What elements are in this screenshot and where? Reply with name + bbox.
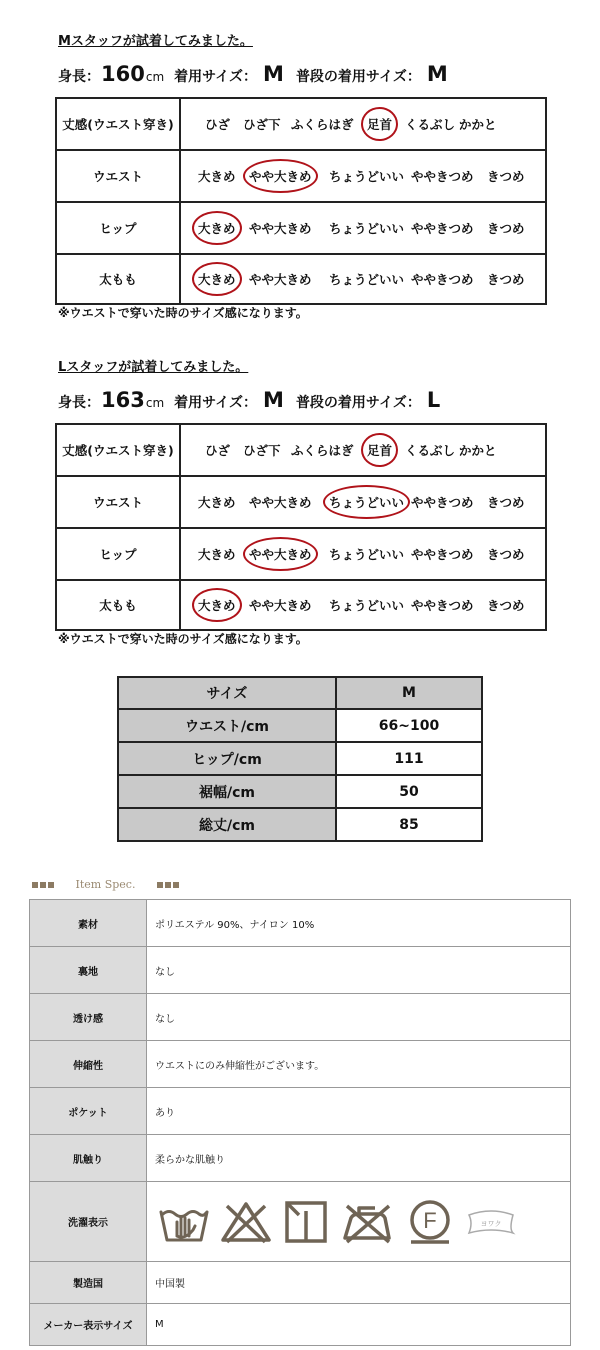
row-label: 太もも (56, 580, 180, 630)
spec-value: M (147, 1304, 571, 1346)
spec-label: 素材 (30, 900, 147, 947)
row-label: 太もも (56, 254, 180, 304)
usual-size-label: 普段の着用サイズ： (295, 69, 421, 85)
size-row-value: 66~100 (336, 709, 482, 742)
usual-size-value: L (426, 388, 441, 412)
option-text: かかと (459, 443, 497, 458)
worn-size-value: M (263, 62, 284, 86)
table-row (118, 775, 482, 808)
option-text: ややきつめ (411, 272, 474, 287)
spec-label: メーカー表示サイズ (30, 1304, 147, 1346)
option-text: 大きめ (198, 221, 236, 236)
option-text: くるぶし (405, 443, 456, 458)
option-text: ちょうどいい (329, 169, 405, 184)
m-staff-title: Mスタッフが試着してみました。 (58, 34, 253, 49)
option-text: やや大きめ (249, 272, 312, 287)
option-text: やや大きめ (249, 169, 312, 184)
table-row (56, 254, 546, 304)
square-icon (48, 882, 54, 888)
square-icon (157, 882, 163, 888)
selection-circle (192, 588, 242, 622)
spec-value: あり (147, 1088, 571, 1135)
spec-label: ポケット (30, 1088, 147, 1135)
table-row (118, 808, 482, 841)
option-text: ふくらはぎ (291, 443, 354, 458)
option-text: かかと (459, 117, 497, 132)
square-icon (165, 882, 171, 888)
table-row (30, 1088, 571, 1135)
option-text: 足首 (367, 443, 393, 458)
option-text: ひざ (205, 117, 231, 132)
care-symbols (147, 1198, 570, 1246)
height-unit: cm (145, 70, 165, 84)
table-row (30, 900, 571, 947)
option-text: 大きめ (198, 547, 236, 562)
dry-clean-f-icon (405, 1198, 455, 1246)
square-icon (32, 882, 38, 888)
spec-value: 中国製 (147, 1262, 571, 1304)
option-text: やや大きめ (249, 495, 312, 510)
row-label: ウエスト (56, 476, 180, 528)
option-text: ふくらはぎ (291, 117, 354, 132)
option-text: ちょうどいい (329, 598, 405, 613)
table-row (118, 742, 482, 775)
option-text: きつめ (487, 272, 525, 287)
size-table (117, 676, 483, 842)
option-text: 大きめ (198, 272, 236, 287)
table-row (30, 1304, 571, 1346)
option-text: 足首 (367, 117, 393, 132)
option-text: きつめ (487, 169, 525, 184)
spec-value: なし (147, 947, 571, 994)
item-spec-title: Item Spec. (75, 878, 136, 891)
height-unit: cm (145, 396, 165, 410)
table-row (30, 1041, 571, 1088)
height-label: 身長： (58, 69, 100, 85)
table-row (56, 476, 546, 528)
table-row (56, 580, 546, 630)
height-value: 163 (101, 388, 145, 412)
spec-label: 洗濯表示 (30, 1182, 147, 1262)
table-row (30, 1135, 571, 1182)
option-text: 大きめ (198, 598, 236, 613)
worn-size-label: 着用サイズ： (174, 69, 258, 85)
option-text: 大きめ (198, 169, 236, 184)
l-size-note: ※ウエストで穿いた時のサイズ感になります。 (58, 632, 308, 646)
size-row-value: 85 (336, 808, 482, 841)
option-text: やや大きめ (249, 547, 312, 562)
option-text: ややきつめ (411, 598, 474, 613)
spec-value: ウエストにのみ伸縮性がございます。 (147, 1041, 571, 1088)
spec-label: 製造国 (30, 1262, 147, 1304)
hand-wash-icon (159, 1200, 209, 1244)
item-spec-table (29, 899, 571, 1346)
option-text: きつめ (487, 598, 525, 613)
table-row (118, 709, 482, 742)
no-iron-icon (339, 1200, 395, 1244)
table-row (30, 1182, 571, 1262)
usual-size-label: 普段の着用サイズ： (295, 395, 421, 411)
option-text: やや大きめ (249, 598, 312, 613)
table-row (30, 947, 571, 994)
square-icon (173, 882, 179, 888)
usual-size-value: M (426, 62, 448, 86)
selection-circle (192, 262, 242, 296)
spec-label: 肌触り (30, 1135, 147, 1182)
spec-label: 伸縮性 (30, 1041, 147, 1088)
table-header-row (118, 677, 482, 709)
table-row (56, 424, 546, 476)
option-text: きつめ (487, 495, 525, 510)
option-text: ややきつめ (411, 221, 474, 236)
selection-circle (243, 537, 318, 571)
square-icon (40, 882, 46, 888)
table-row (30, 994, 571, 1041)
option-text: ひざ下 (243, 443, 281, 458)
size-row-label: 総丈/cm (118, 808, 336, 841)
table-row (56, 202, 546, 254)
option-text: ややきつめ (411, 547, 474, 562)
option-text: ややきつめ (411, 169, 474, 184)
dry-clean-letter: F (423, 1207, 437, 1233)
care-symbols-cell (147, 1182, 571, 1262)
no-bleach-icon (219, 1200, 273, 1244)
option-text: ひざ (205, 443, 231, 458)
row-label: 丈感(ウエスト穿き) (56, 98, 180, 150)
l-staff-title: Lスタッフが試着してみました。 (58, 360, 249, 375)
l-fit-table (55, 423, 547, 631)
worn-size-label: 着用サイズ： (174, 395, 258, 411)
spec-label: 透け感 (30, 994, 147, 1041)
row-label: ウエスト (56, 150, 180, 202)
row-label: ヒップ (56, 202, 180, 254)
size-row-value: 50 (336, 775, 482, 808)
selection-circle (192, 211, 242, 245)
selection-circle (361, 107, 398, 141)
l-staff-stats (58, 388, 452, 412)
option-text: ちょうどいい (329, 221, 405, 236)
spec-value: 柔らかな肌触り (147, 1135, 571, 1182)
worn-size-value: M (263, 388, 284, 412)
table-row (30, 1262, 571, 1304)
spec-value: なし (147, 994, 571, 1041)
size-row-label: ヒップ/cm (118, 742, 336, 775)
yoko-text: ヨワク (480, 1219, 502, 1228)
spec-value: ポリエステル 90%、ナイロン 10% (147, 900, 571, 947)
option-text: 大きめ (198, 495, 236, 510)
height-label: 身長： (58, 395, 100, 411)
option-text: ちょうどいい (329, 547, 405, 562)
option-text: ちょうどいい (329, 272, 405, 287)
option-text: ちょうどいい (329, 495, 405, 510)
selection-circle (243, 159, 318, 193)
table-row (56, 98, 546, 150)
option-text: くるぶし (405, 117, 456, 132)
option-text: きつめ (487, 547, 525, 562)
table-row (56, 150, 546, 202)
option-text: きつめ (487, 221, 525, 236)
selection-circle (323, 485, 410, 519)
option-text: やや大きめ (249, 221, 312, 236)
size-header-label: サイズ (118, 677, 336, 709)
spec-label: 裏地 (30, 947, 147, 994)
m-staff-stats (58, 62, 460, 86)
m-fit-table (55, 97, 547, 305)
row-label: ヒップ (56, 528, 180, 580)
m-size-note: ※ウエストで穿いた時のサイズ感になります。 (58, 306, 308, 320)
yoko-label-icon (465, 1207, 517, 1237)
selection-circle (361, 433, 398, 467)
size-row-value: 111 (336, 742, 482, 775)
table-row (56, 528, 546, 580)
size-row-label: ウエスト/cm (118, 709, 336, 742)
option-text: ひざ下 (243, 117, 281, 132)
option-text: ややきつめ (411, 495, 474, 510)
size-header-value: M (336, 677, 482, 709)
height-value: 160 (101, 62, 145, 86)
row-label: 丈感(ウエスト穿き) (56, 424, 180, 476)
line-dry-shade-icon (283, 1199, 329, 1245)
size-row-label: 裾幅/cm (118, 775, 336, 808)
item-spec-heading (32, 878, 181, 891)
